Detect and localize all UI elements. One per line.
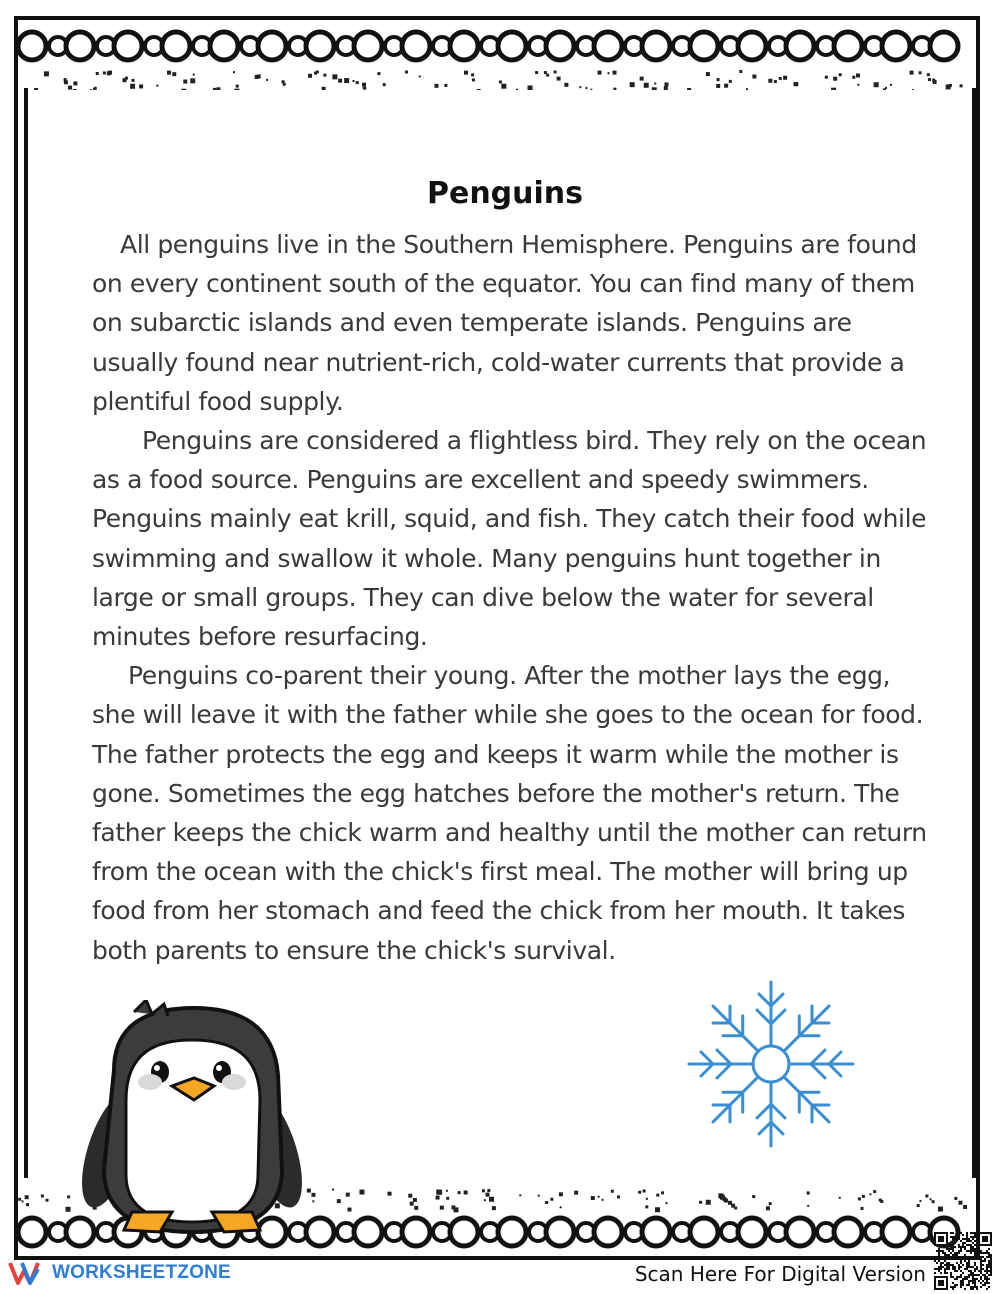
snowflake-icon	[668, 974, 874, 1154]
logo-mark-icon	[8, 1259, 48, 1287]
paragraph-3: Penguins co-parent their young. After the mother lays the egg, she will leave it with the father while she goes to the ocean for food. The father protects the egg and keeps it warm while the mother is gone. Sometimes the egg hatches before the mother's return. The father keeps the chick warm and healthy until the mother can return from the ocean with the chick's first meal. The mother will bring up food from her stomach and feed the chick from her mouth. It takes both parents to ensure the chick's survival.	[92, 661, 927, 965]
scan-caption: Scan Here For Digital Version	[634, 1262, 926, 1286]
penguin-icon	[74, 1000, 310, 1240]
top-ring-border	[18, 20, 976, 90]
page-title: Penguins	[426, 176, 584, 211]
article-body	[92, 225, 928, 970]
paragraph-1: All penguins live in the Southern Hemisphere. Penguins are found on every continent south of the equator. You can find many of them on subarctic islands and even temperate islands. Penguins are usually found near nutrient-rich, cold-water currents that provide a plentiful food supply.	[92, 230, 917, 416]
worksheetzone-logo[interactable]	[8, 1258, 231, 1288]
qr-code-icon[interactable]	[934, 1232, 992, 1290]
paragraph-2: Penguins are considered a flightless bird. They rely on the ocean as a food source. Penguins are excellent and speedy swimmers. Penguins mainly eat krill, squid, and fish. They catch their food while swimming and swallow it whole. Many penguins hunt together in large or small groups. They can dive below the water for several minutes before resurfacing.	[92, 426, 927, 652]
logo-text: WORKSHEETZONE	[52, 1262, 231, 1283]
